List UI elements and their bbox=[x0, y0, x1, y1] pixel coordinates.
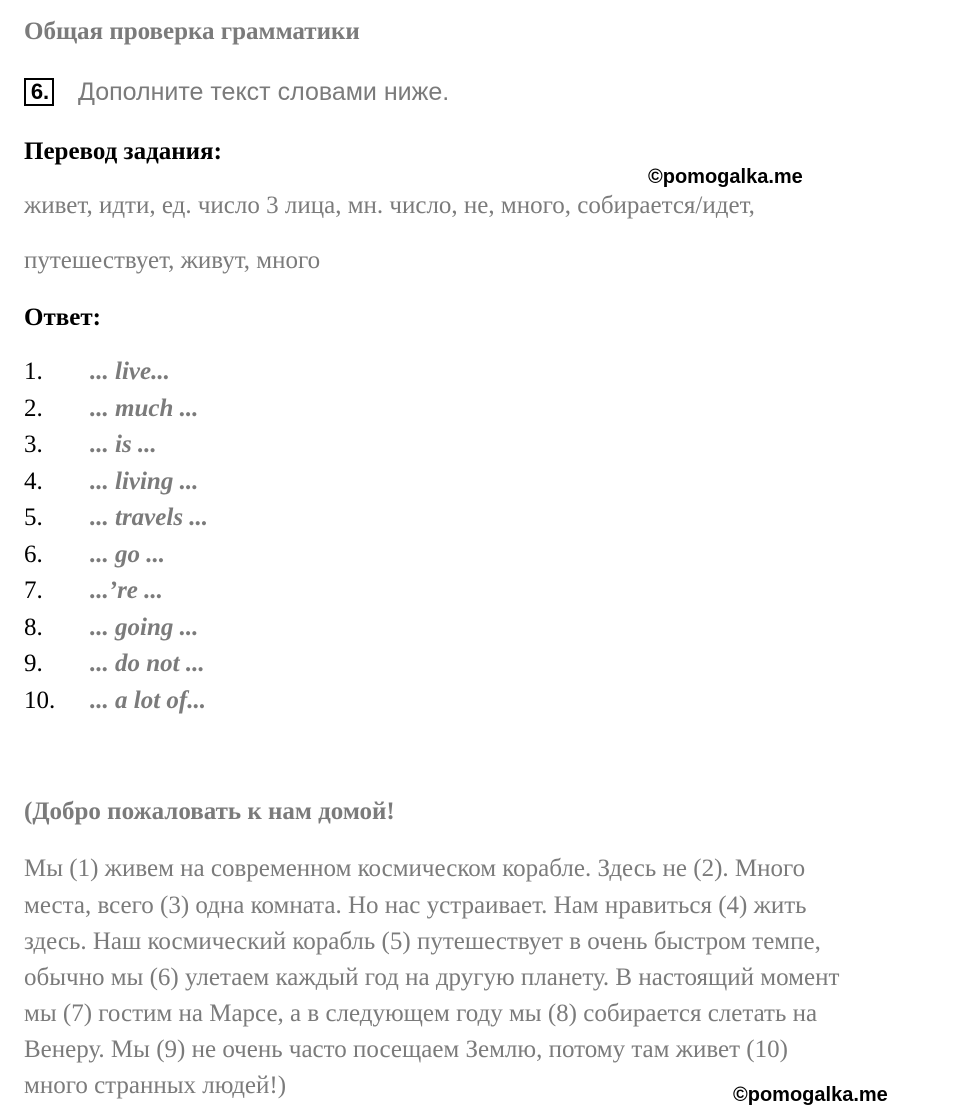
answer-word: ... going ... bbox=[90, 614, 199, 641]
answer-word: ... travels ... bbox=[90, 504, 209, 531]
translation-heading: Перевод задания: bbox=[24, 138, 222, 165]
answer-word: ... is ... bbox=[90, 431, 157, 458]
answer-word: ... much ... bbox=[90, 395, 199, 422]
translation-line-2: путешествует, живут, много bbox=[24, 247, 321, 274]
section-title: Общая проверка грамматики bbox=[24, 18, 360, 45]
watermark-bottom: ©pomogalka.me bbox=[733, 1084, 888, 1106]
story-line: Мы (1) живем на современном космическом корабле. Здесь не (2). Много bbox=[24, 855, 806, 882]
story-line: здесь. Наш космический корабль (5) путешествует в очень быстром темпе, bbox=[24, 928, 821, 955]
answer-number: 9. bbox=[24, 650, 43, 677]
story-line: мы (7) гостим на Марсе, а в следующем году мы (8) собирается слетать на bbox=[24, 1000, 818, 1027]
answer-number: 10. bbox=[24, 687, 56, 714]
task-number-box bbox=[24, 78, 54, 106]
answer-number: 8. bbox=[24, 614, 43, 641]
story-line: обычно мы (6) улетаем каждый год на другую планету. В настоящий момент bbox=[24, 964, 840, 991]
task-number: 6. bbox=[30, 79, 50, 104]
answer-word: ... live... bbox=[90, 358, 170, 385]
answer-number: 6. bbox=[24, 541, 43, 568]
answer-word: ...’re ... bbox=[90, 577, 163, 604]
story-line: места, всего (3) одна комната. Но нас устраивает. Нам нравиться (4) жить bbox=[24, 892, 807, 919]
answer-word: ... do not ... bbox=[90, 650, 205, 677]
translation-line-1: живет, идти, ед. число 3 лица, мн. число, не, много, собирается/идет, bbox=[24, 192, 755, 219]
answer-number: 1. bbox=[24, 358, 43, 385]
answer-number: 4. bbox=[24, 468, 43, 495]
story-title: (Добро пожаловать к нам домой! bbox=[24, 798, 395, 825]
answer-number: 2. bbox=[24, 395, 43, 422]
answer-heading: Ответ: bbox=[24, 304, 101, 331]
answer-number: 7. bbox=[24, 577, 43, 604]
answer-word: ... go ... bbox=[90, 541, 165, 568]
story-line: много странных людей!) bbox=[24, 1072, 287, 1099]
story-line: Венеру. Мы (9) не очень часто посещаем Землю, потому там живет (10) bbox=[24, 1036, 788, 1063]
watermark-top: ©pomogalka.me bbox=[648, 166, 803, 188]
answer-number: 5. bbox=[24, 504, 43, 531]
answer-number: 3. bbox=[24, 431, 43, 458]
answer-word: ... a lot of... bbox=[90, 687, 206, 714]
answer-word: ... living ... bbox=[90, 468, 199, 495]
task-instruction: Дополните текст словами ниже. bbox=[78, 78, 450, 106]
